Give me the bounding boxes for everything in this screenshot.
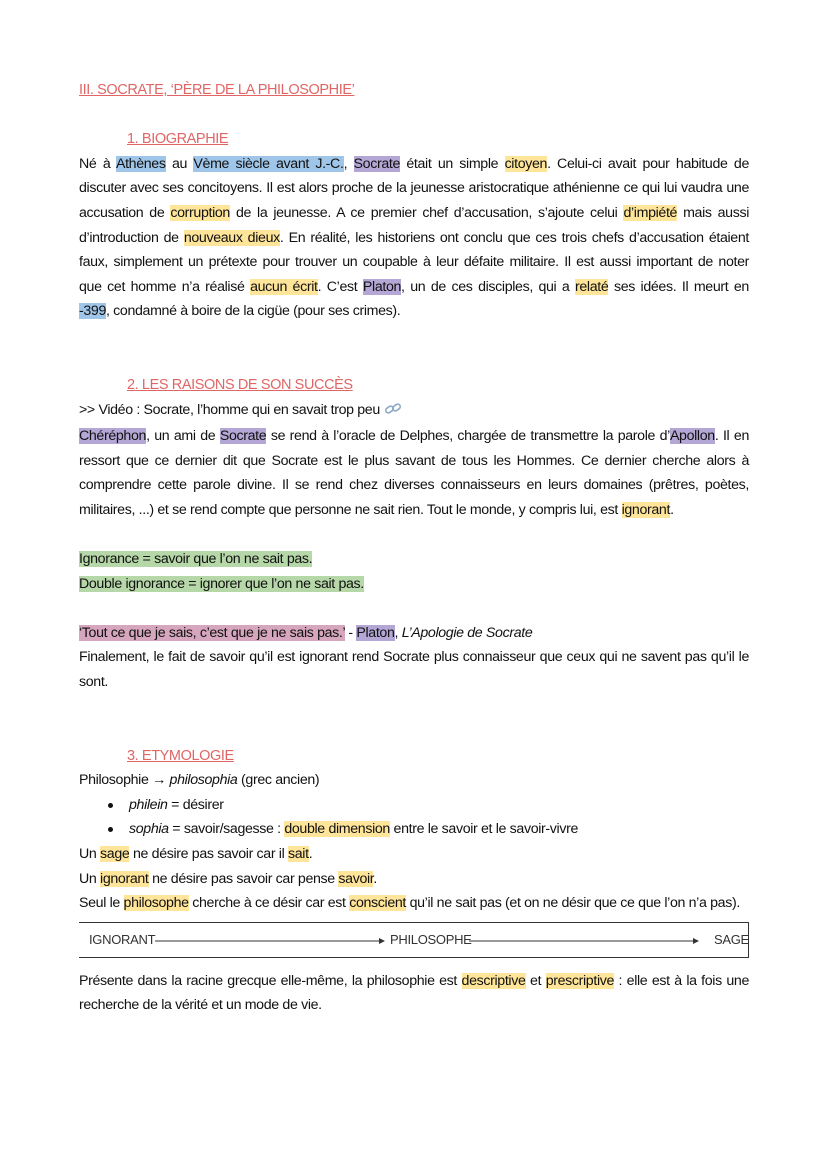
highlight-yellow: ignorant (100, 870, 149, 887)
text-line: que cet homme n’a réalisé aucun écrit. C’est Platon, un de ces disciples, qui a relaté ses idées. Il meurt en (79, 278, 749, 295)
scale-label-philosophe: PHILOSOPHE (390, 931, 472, 947)
link-icon[interactable] (384, 400, 402, 425)
highlight-blue: Vème siècle avant J.-C. (193, 155, 344, 172)
text-line: comprendre cette parole divine. Il se rend chez diverses connaisseurs en leurs domaines (prêtres, poètes, (79, 477, 749, 494)
highlight-yellow: aucun écrit (250, 278, 318, 295)
text-line: Né à Athènes au Vème siècle avant J.-C., Socrate était un simple citoyen. Celui-ci avait pour habitude de (79, 155, 749, 172)
biography-paragraph (79, 152, 749, 324)
highlight-yellow: citoyen (504, 155, 548, 172)
text-line: recherche de la vérité et un mode de vie. (79, 997, 322, 1014)
quote-source: L’Apologie de Socrate (401, 624, 533, 641)
definition-ignorance (79, 547, 749, 572)
highlight-purple: Apollon (669, 428, 715, 445)
text-line: Un sage ne désire pas savoir car il sait. (79, 846, 313, 863)
text-line: militaires, ...) et se rend compte que personne ne sait rien. Tout le monde, y compris lui, est ignorant. (79, 501, 674, 518)
knowledge-scale-diagram (79, 922, 749, 958)
list-item: philein = désirer (79, 793, 749, 818)
document-page (79, 78, 749, 1018)
highlight-green: Ignorance = savoir que l’on ne sait pas. (79, 551, 313, 568)
highlight-yellow: philosophe (123, 895, 189, 912)
text-line: Chéréphon, un ami de Socrate se rend à l’oracle de Delphes, chargée de transmettre la parole d’Apollon. Il en (79, 428, 749, 445)
highlight-yellow: nouveaux dieux (183, 229, 280, 246)
highlight-yellow: corruption (170, 204, 230, 221)
highlight-yellow: d’impiété (623, 204, 678, 221)
highlight-purple: Socrate (219, 428, 267, 445)
highlight-purple: Platon (362, 278, 402, 295)
highlight-blue: Athènes (115, 155, 166, 172)
highlight-yellow: relaté (575, 278, 609, 295)
text-line: accusation de corruption de la jeunesse. A ce premier chef d’accusation, s’ajoute celui d’impiété mais aussi (79, 204, 749, 221)
highlight-yellow: savoir (338, 870, 374, 887)
video-link-line[interactable]: >> Vidéo : Socrate, l’homme qui en savait trop peu (79, 398, 749, 425)
highlight-purple: Chéréphon (79, 428, 147, 445)
bullet-icon (108, 803, 113, 808)
highlight-yellow: descriptive (461, 972, 526, 989)
highlight-yellow: conscient (349, 895, 406, 912)
list-item: sophia = savoir/sagesse : double dimension entre le savoir et le savoir-vivre (79, 817, 749, 842)
etymology-line: Philosophie → philosophia (grec ancien) (79, 772, 320, 789)
text-line: ressort que ce dernier dit que Socrate est le plus savant de tous les Hommes. Ce dernier cherche alors à (79, 452, 749, 469)
highlight-pink: ‘Tout ce que je sais, c’est que je ne sais pas.’ (79, 624, 345, 641)
highlight-blue: -399 (79, 303, 106, 320)
etymology-list (79, 793, 749, 842)
highlight-yellow: double dimension (284, 821, 390, 838)
heading-biographie: 1. BIOGRAPHIE (127, 131, 229, 148)
text-line: Un ignorant ne désire pas savoir car pense savoir. (79, 870, 377, 887)
section-title: III. SOCRATE, ‘PÈRE DE LA PHILOSOPHIE’ (79, 82, 355, 98)
text-line: d’introduction de nouveaux dieux. En réalité, les historiens ont conclu que ces trois chefs d’accusation étaient (79, 229, 749, 246)
highlight-yellow: sait (288, 846, 309, 863)
text-line: Finalement, le fait de savoir qu’il est ignorant rend Socrate plus connaisseur que ceux qui ne savent pas qu’il le (79, 649, 749, 666)
text-line: -399, condamné à boire de la cigüe (pour ses crimes). (79, 303, 401, 320)
highlight-yellow: ignorant (621, 501, 671, 518)
text-line: Présente dans la racine grecque elle-même, la philosophie est descriptive et prescriptive : elle est à la fois une (79, 972, 749, 989)
text-line: sont. (79, 674, 109, 691)
bullet-icon (108, 827, 113, 832)
highlight-yellow: prescriptive (545, 972, 615, 989)
highlight-purple: Socrate (353, 155, 400, 172)
text-line: faux, simplement un prétexte pour trouver un coupable à leur défaite militaire. Il est aussi important de noter (79, 254, 749, 271)
success-paragraph (79, 424, 749, 522)
text-line: discuter avec ses concitoyens. Il est alors proche de la jeunesse aristocratique athénienne ce qui lui vaudra une (79, 180, 749, 197)
scale-label-ignorant: IGNORANT (89, 931, 156, 947)
heading-etymologie: 3. ETYMOLOGIE (127, 747, 234, 764)
highlight-yellow: sage (100, 846, 130, 863)
quote-line: ‘Tout ce que je sais, c’est que je ne sais pas.’ - Platon, L’Apologie de Socrate (79, 624, 533, 641)
definition-double-ignorance (79, 572, 749, 597)
highlight-green: Double ignorance = ignorer que l’on ne sait pas. (79, 575, 364, 592)
scale-label-sage: SAGE (714, 931, 749, 947)
highlight-purple: Platon (356, 624, 395, 641)
heading-raisons-succes: 2. LES RAISONS DE SON SUCCÈS (127, 376, 353, 393)
text-line: Seul le philosophe cherche à ce désir car est conscient qu’il ne sait pas (et on ne désir que ce que l’on n’a pas). (79, 895, 740, 912)
